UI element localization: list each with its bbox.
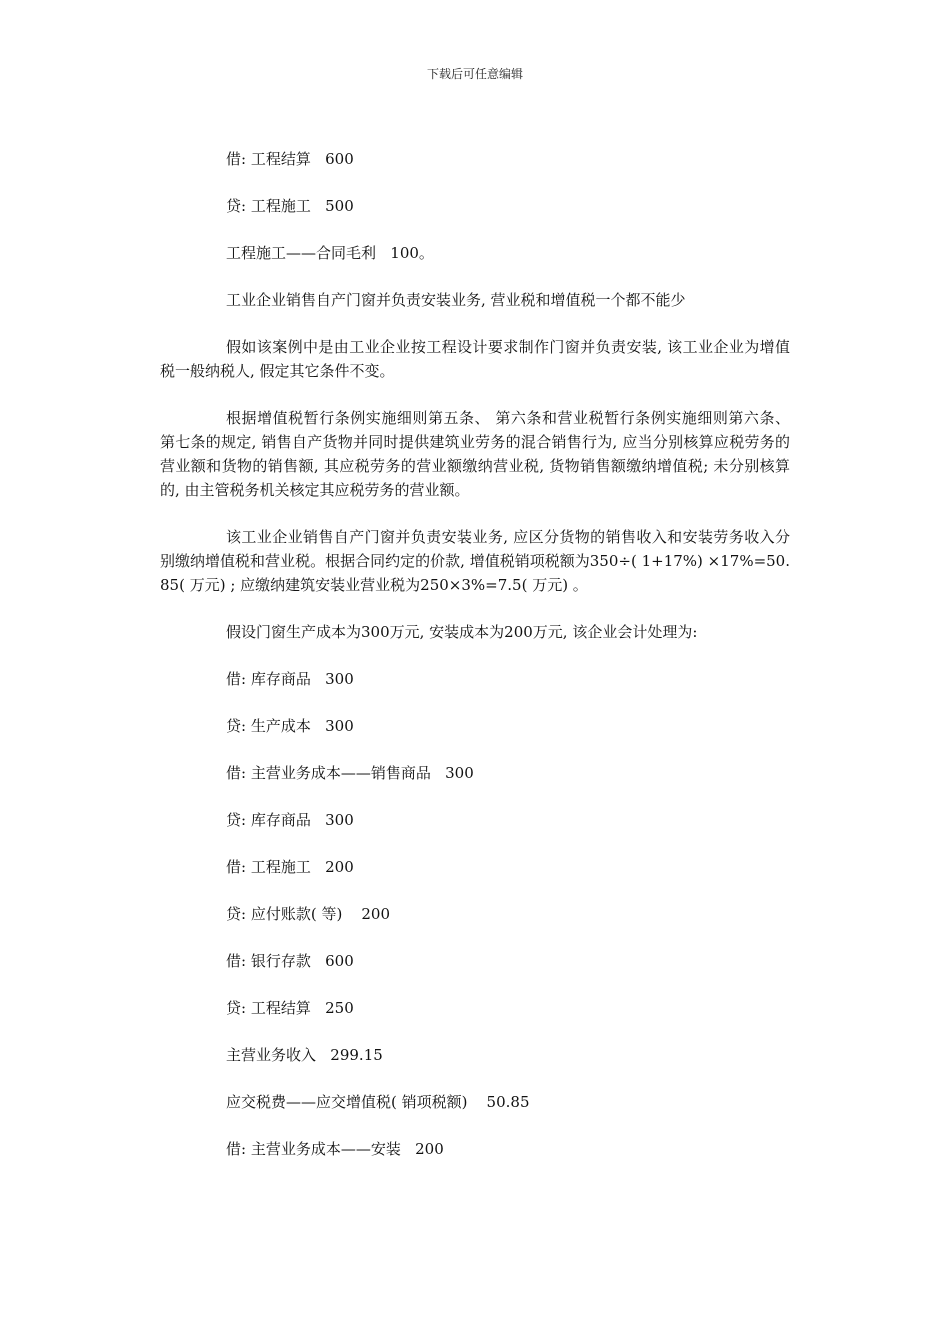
journal-line: 贷: 库存商品 300: [226, 811, 354, 829]
page-header: 下载后可任意编辑: [426, 67, 523, 81]
journal-line: 借: 库存商品 300: [226, 670, 354, 688]
journal-line: 借: 主营业务成本——安装 200: [226, 1140, 444, 1158]
journal-line: 借: 银行存款 600: [226, 952, 354, 970]
journal-line: 应交税费——应交增值税( 销项税额) 50.85: [226, 1093, 530, 1111]
journal-line: 借: 工程施工 200: [226, 858, 354, 876]
journal-line: 贷: 工程结算 250: [226, 999, 354, 1017]
document-body: [160, 147, 790, 1184]
paragraph: 假如该案例中是由工业企业按工程设计要求制作门窗并负责安装, 该工业企业为增值税一般纳税人, 假定其它条件不变。: [160, 338, 790, 380]
paragraph: 该工业企业销售自产门窗并负责安装业务, 应区分货物的销售收入和安装劳务收入分别缴纳增值税和营业税。根据合同约定的价款, 增值税销项税额为350÷( 1+17%) ×17%=50.85( 万元) ; 应缴纳建筑安装业营业税为250×3%=7.5( 万元) 。: [160, 528, 790, 594]
journal-line: 贷: 应付账款( 等) 200: [226, 905, 390, 923]
journal-line: 主营业务收入 299.15: [226, 1046, 383, 1064]
journal-line: 借: 主营业务成本——销售商品 300: [226, 764, 474, 782]
journal-line: 借: 工程结算 600: [226, 150, 354, 168]
journal-line: 工程施工——合同毛利 100。: [226, 244, 434, 262]
journal-line: 贷: 工程施工 500: [226, 197, 354, 215]
paragraph: 根据增值税暂行条例实施细则第五条、 第六条和营业税暂行条例实施细则第六条、 第七条的规定, 销售自产货物并同时提供建筑业劳务的混合销售行为, 应当分别核算应税劳务的营业额和货物的销售额, 其应税劳务的营业额缴纳营业税, 货物销售额缴纳增值税; 未分别核算的, 由主管税务机关核定其应税劳务的营业额。: [160, 409, 790, 499]
section-heading: 工业企业销售自产门窗并负责安装业务, 营业税和增值税一个都不能少: [226, 291, 686, 309]
journal-line: 贷: 生产成本 300: [226, 717, 354, 735]
paragraph: 假设门窗生产成本为300万元, 安装成本为200万元, 该企业会计处理为:: [226, 623, 698, 641]
